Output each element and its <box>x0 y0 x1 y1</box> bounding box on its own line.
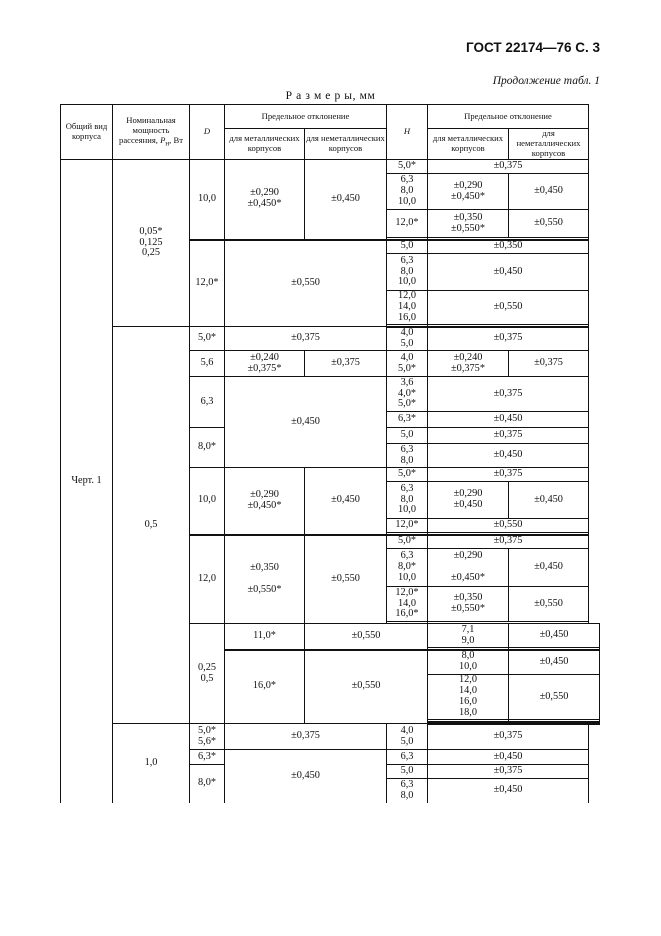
d-cell: 12,0* <box>190 240 225 327</box>
d-cell: 10,0 <box>190 468 225 535</box>
h-cell: 5,0 <box>387 765 428 779</box>
h-cell: 12,0* <box>387 210 428 238</box>
h-dev-cell: ±0,550 <box>428 519 589 533</box>
h-cell: 5,0* <box>387 160 428 174</box>
h-dev-cell: ±0,450 <box>509 650 600 675</box>
header-d-symbol: D <box>203 126 211 137</box>
d-cell: 10,0 <box>190 160 225 240</box>
d-dev-nonmetal-cell: ±0,450 <box>305 160 387 240</box>
h-cell: 5,0* <box>387 535 428 549</box>
header-power-subscript: н <box>165 139 170 148</box>
h-dev-cell: ±0,375 <box>428 160 589 174</box>
d-cell: 6,3 <box>190 377 225 428</box>
header-d <box>190 105 225 160</box>
header-power-text: Номинальная мощность рассеяния, <box>119 115 176 145</box>
h-dev-cell: ±0,550 <box>428 291 589 325</box>
header-case: Общий вид корпуса <box>61 105 113 160</box>
h-dev-cell: ±0,550 <box>509 675 600 720</box>
header-d-metal: для металлических корпусов <box>225 129 305 160</box>
d-cell: 12,0 <box>190 535 225 624</box>
h-dev-cell: ±0,450 <box>428 412 589 428</box>
header-h-metal: для металлических корпусов <box>428 129 509 160</box>
h-cell: 6,3 8,0 10,0 <box>387 174 428 210</box>
h-cell: 12,0 14,0 16,0 <box>387 291 428 325</box>
h-dev-nonmetal-cell: ±0,550 <box>509 587 589 622</box>
d-dev-cell: ±0,550 <box>225 240 387 327</box>
dimensions-table <box>60 104 600 803</box>
h-cell: 6,3 <box>387 750 428 765</box>
h-dev-cell: ±0,375 <box>428 428 589 444</box>
header-h-nonmetal: для неметаллических корпусов <box>509 129 589 160</box>
d-dev-metal-cell: ±0,240 ±0,375* <box>225 351 305 377</box>
h-dev-cell: ±0,375 <box>428 468 589 482</box>
h-dev-cell: ±0,375 <box>428 535 589 549</box>
h-dev-cell: ±0,350 <box>428 240 589 254</box>
d-cell: 8,0* <box>190 765 225 803</box>
h-dev-metal-cell: ±0,290 ±0,450 <box>428 482 509 519</box>
power-cell: 1,0 <box>113 724 190 803</box>
h-dev-cell: ±0,450 <box>428 254 589 291</box>
header-h-symbol: H <box>403 126 411 137</box>
d-dev-cell: ±0,375 <box>225 327 387 351</box>
d-dev-cell: ±0,550 <box>305 650 428 724</box>
table-caption: Р а з м е р ы, мм <box>285 90 376 102</box>
h-dev-nonmetal-cell: ±0,375 <box>509 351 589 377</box>
h-dev-cell: ±0,450 <box>428 444 589 468</box>
d-dev-nonmetal-cell: ±0,450 <box>305 468 387 535</box>
d-dev-cell: ±0,550 <box>305 624 428 650</box>
h-cell: 4,0 5,0 <box>387 327 428 351</box>
h-cell: 4,0 5,0* <box>387 351 428 377</box>
h-dev-cell: ±0,375 <box>428 377 589 412</box>
h-cell: 4,0 5,0 <box>387 724 428 750</box>
h-dev-metal-cell: ±0,350 ±0,550* <box>428 210 509 238</box>
d-dev-cell: ±0,450 <box>225 750 387 803</box>
h-cell: 6,3 8,0 <box>387 779 428 803</box>
h-cell: 12,0* 14,0 16,0* <box>387 587 428 622</box>
header-d-deviation: Предельное отклонение <box>225 105 387 129</box>
h-cell: 12,0* <box>387 519 428 533</box>
d-cell: 16,0* <box>225 650 305 724</box>
h-dev-metal-cell: ±0,240 ±0,375* <box>428 351 509 377</box>
h-dev-cell: ±0,450 <box>428 750 589 765</box>
h-cell: 3,6 4,0* 5,0* <box>387 377 428 412</box>
h-dev-nonmetal-cell: ±0,550 <box>509 210 589 238</box>
h-dev-nonmetal-cell: ±0,450 <box>509 549 589 587</box>
h-dev-cell: ±0,375 <box>428 765 589 779</box>
header-h <box>387 105 428 160</box>
h-dev-cell: ±0,450 <box>428 779 589 803</box>
d-dev-nonmetal-cell: ±0,375 <box>305 351 387 377</box>
header-power <box>113 105 190 160</box>
h-dev-metal-cell: ±0,290 ±0,450* <box>428 174 509 210</box>
h-cell: 5,0 <box>387 428 428 444</box>
d-dev-cell: ±0,450 <box>225 377 387 468</box>
d-cell: 8,0* <box>190 428 225 468</box>
h-cell: 5,0* <box>387 468 428 482</box>
d-cell: 5,6 <box>190 351 225 377</box>
h-cell: 6,3 8,0 10,0 <box>387 254 428 291</box>
h-dev-cell: ±0,375 <box>428 327 589 351</box>
h-cell: 6,3* <box>387 412 428 428</box>
header-power-symbol: P <box>160 134 166 145</box>
h-dev-nonmetal-cell: ±0,450 <box>509 174 589 210</box>
d-dev-metal-cell: ±0,290 ±0,450* <box>225 468 305 535</box>
d-dev-metal-cell: ±0,290 ±0,450* <box>225 160 305 240</box>
h-cell: 8,0 10,0 <box>428 650 509 675</box>
h-dev-metal-cell: ±0,290 ±0,450* <box>428 549 509 587</box>
case-cell: Черт. 1 <box>61 160 113 803</box>
d-dev-metal-cell: ±0,350 ±0,550* <box>225 535 305 624</box>
h-cell: 12,0 14,0 16,0 18,0 <box>428 675 509 720</box>
d-cell: 11,0* <box>225 624 305 650</box>
h-dev-cell: ±0,375 <box>428 724 589 750</box>
power-cell: 0,25 0,5 <box>190 624 225 724</box>
h-cell: 6,3 8,0* 10,0 <box>387 549 428 587</box>
h-dev-metal-cell: ±0,350 ±0,550* <box>428 587 509 622</box>
h-cell: 5,0 <box>387 240 428 254</box>
h-dev-nonmetal-cell: ±0,450 <box>509 482 589 519</box>
h-cell: 7,1 9,0 <box>428 624 509 648</box>
power-cell: 0,5 <box>113 327 190 724</box>
h-cell: 6,3 8,0 <box>387 444 428 468</box>
header-h-deviation: Предельное отклонение <box>428 105 589 129</box>
h-cell: 6,3 8,0 10,0 <box>387 482 428 519</box>
d-dev-cell: ±0,375 <box>225 724 387 750</box>
d-dev-nonmetal-cell: ±0,550 <box>305 535 387 624</box>
continuation-note: Продолжение табл. 1 <box>492 75 600 87</box>
header-d-nonmetal: для неметаллических корпусов <box>305 129 387 160</box>
d-cell: 5,0* 5,6* <box>190 724 225 750</box>
header-power-unit: , Вт <box>169 134 183 145</box>
d-cell: 5,0* <box>190 327 225 351</box>
d-cell: 6,3* <box>190 750 225 765</box>
h-dev-cell: ±0,450 <box>509 624 600 648</box>
power-cell: 0,05* 0,125 0,25 <box>113 160 190 327</box>
document-reference: ГОСТ 22174—76 С. 3 <box>466 40 600 55</box>
